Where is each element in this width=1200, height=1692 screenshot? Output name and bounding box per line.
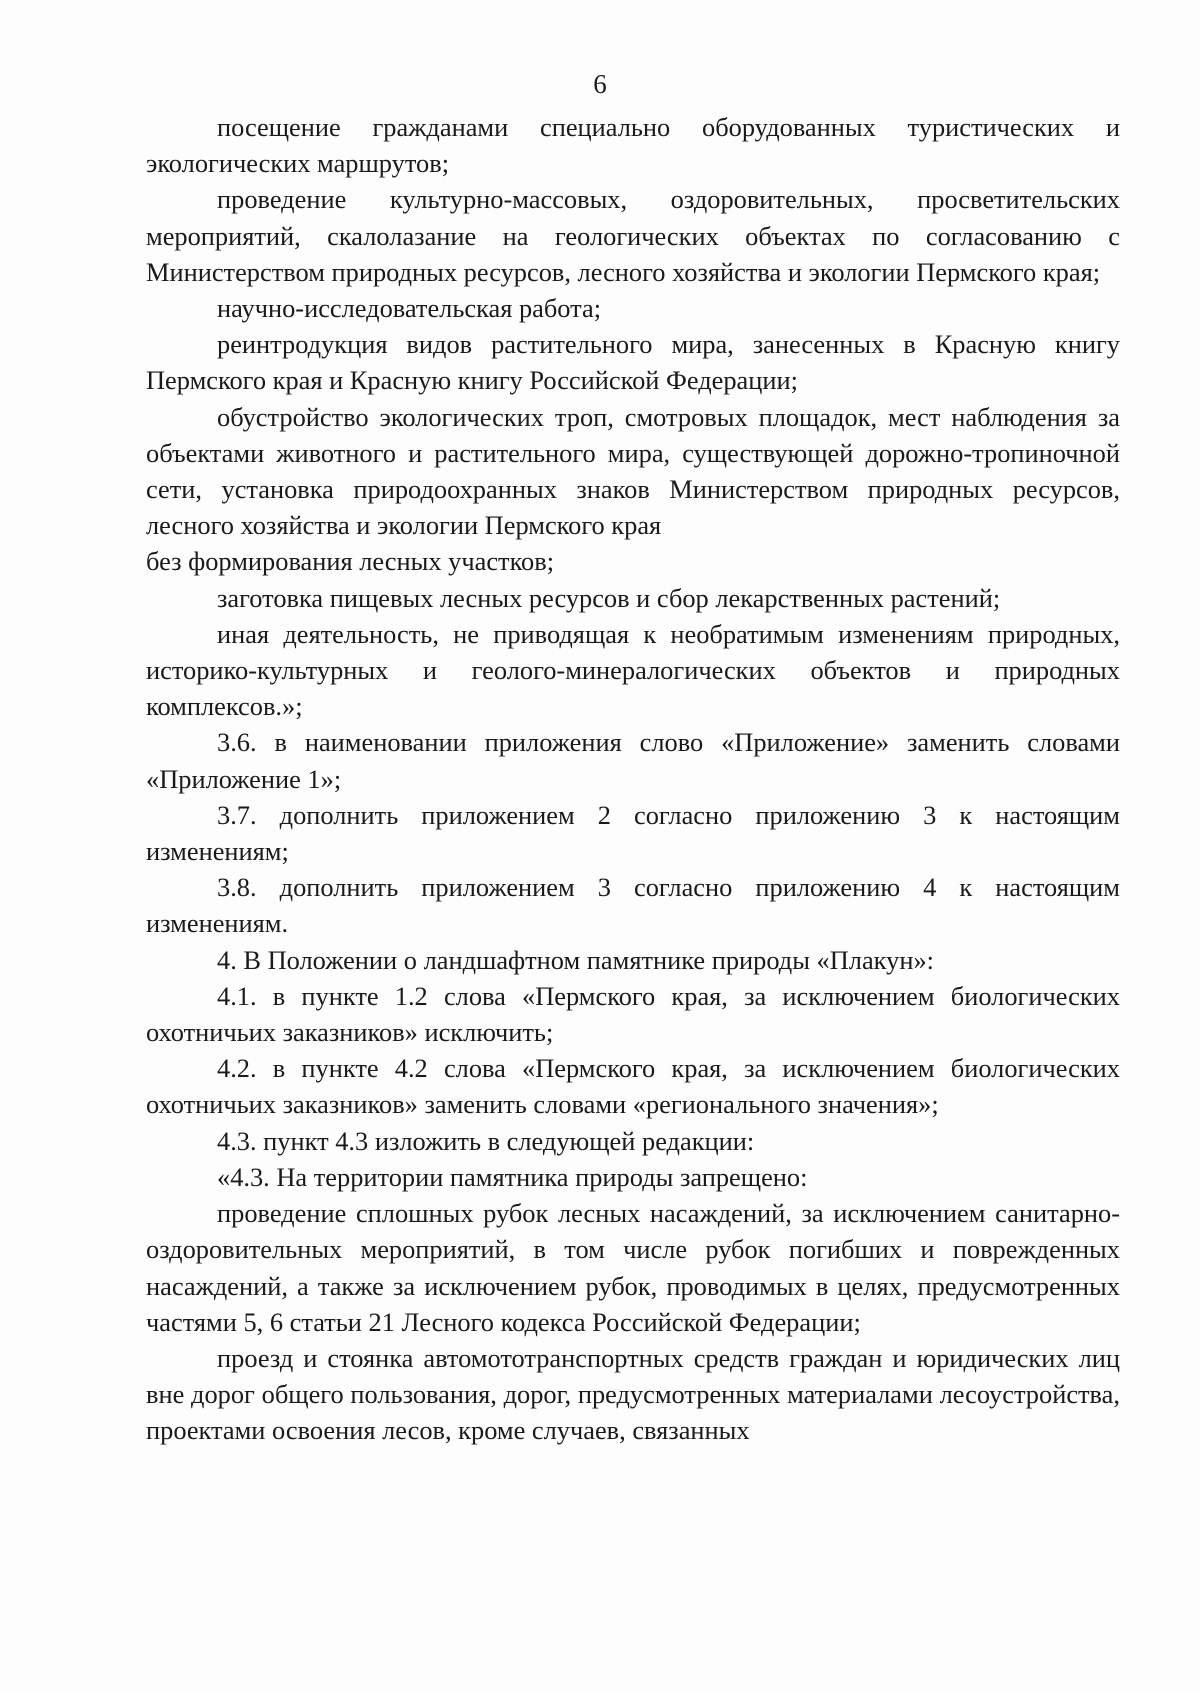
paragraph: 4.1. в пункте 1.2 слова «Пермского края, за исключением биологических охотничьих заказников» исключить;	[146, 980, 1120, 1048]
paragraph: 3.7. дополнить приложением 2 согласно приложению 3 к настоящим изменениям;	[146, 799, 1120, 867]
page-number: 6	[593, 69, 607, 99]
paragraph: проезд и стоянка автомототранспортных средств граждан и юридических лиц вне дорог общего пользования, дорог, предусмотренных материалами лесоустройства, проектами освоения лесов, кроме случаев, связанных	[146, 1342, 1120, 1446]
paragraph: 3.8. дополнить приложением 3 согласно приложению 4 к настоящим изменениям.	[146, 872, 1120, 939]
paragraph: 4.2. в пункте 4.2 слова «Пермского края, за исключением биологических охотничьих заказников» заменить словами «регионального значения»;	[146, 1053, 1120, 1120]
paragraph: «4.3. На территории памятника природы запрещено:	[217, 1161, 808, 1192]
paragraph: заготовка пищевых лесных ресурсов и сбор лекарственных растений;	[217, 582, 1001, 613]
paragraph: научно-исследовательская работа;	[217, 293, 602, 324]
document-body	[146, 109, 1120, 1449]
paragraph: обустройство экологических троп, смотровых площадок, мест наблюдения за объектами животного и растительного мира, существующей дорожно-тропиночной сети, установка природоохранных знаков Министерством природных ресурсов, лесного хозяйства и экологии Пермского края	[146, 401, 1120, 541]
paragraph: проведение культурно-массовых, оздоровительных, просветительских мероприятий, скалолазание на геологических объектах по согласованию с Министерством природных ресурсов, лесного хозяйства и экологии Пермского края;	[146, 184, 1120, 287]
paragraph: реинтродукция видов растительного мира, занесенных в Красную книгу Пермского края и Красную книгу Российской Федерации;	[146, 329, 1120, 396]
paragraph: без формирования лесных участков;	[146, 546, 555, 577]
paragraph: проведение сплошных рубок лесных насаждений, за исключением санитарно-оздоровительных мероприятий, в том числе рубок погибших и поврежденных насаждений, а также за исключением рубок, проводимых в целях, предусмотренных частями 5, 6 статьи 21 Лесного кодекса Российской Федерации;	[146, 1198, 1120, 1337]
paragraph: 4.3. пункт 4.3 изложить в следующей редакции:	[217, 1125, 755, 1156]
paragraph: иная деятельность, не приводящая к необратимым изменениям природных, историко-культурных и геолого-минералогических объектов и природных комплексов.»;	[146, 618, 1120, 722]
paragraph: посещение гражданами специально оборудованных туристических и экологических маршрутов;	[146, 112, 1120, 179]
paragraph: 4. В Положении о ландшафтном памятнике природы «Плакун»:	[217, 944, 934, 975]
paragraph: 3.6. в наименовании приложения слово «Приложение» заменить словами «Приложение 1»;	[146, 727, 1120, 794]
